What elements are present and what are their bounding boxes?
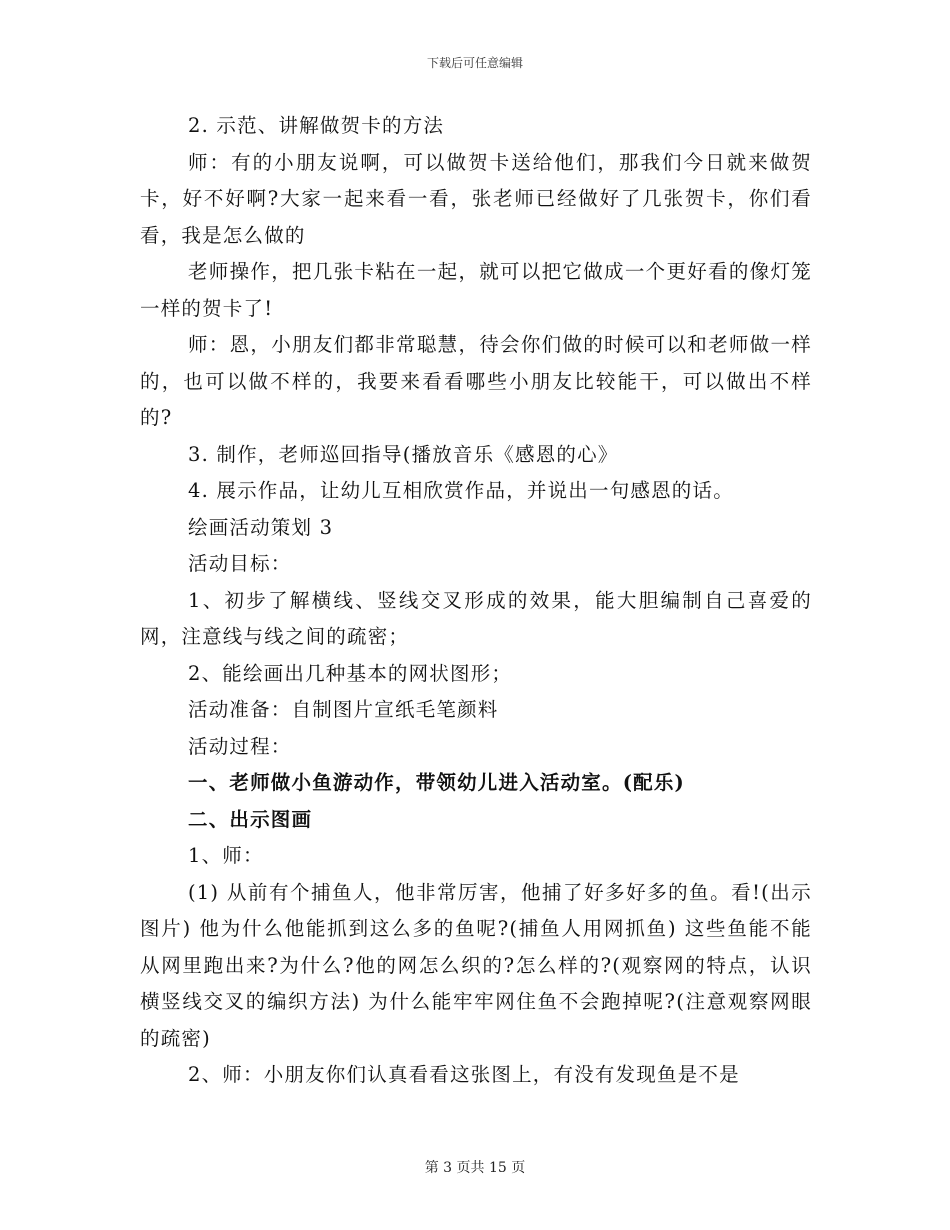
activity-preparation: 活动准备：自制图片宣纸毛笔颜料 [188,698,499,721]
paragraph-teacher-praise: 师：恩，小朋友们都非常聪慧，待会你们做的时候可以和老师做一样的，也可以做不样的，我要来看看哪些小朋友比较能干，可以做出不样的? [140,333,812,429]
paragraph-method-heading: 2. 示范、讲解做贺卡的方法 [188,114,445,137]
goal-item-1: 1、初步了解横线、竖线交叉形成的效果，能大胆编制自己喜爱的网，注意线与线之间的疏密； [140,588,812,648]
page-number: 第 3 页共 15 页 [424,1160,526,1176]
paragraph-teacher-operation: 老师操作，把几张卡粘在一起，就可以把它做成一个更好看的像灯笼一样的贺卡了! [140,260,812,320]
process-step-1: 一、老师做小鱼游动作，带领幼儿进入活动室。(配乐) [188,771,685,794]
label-activity-goals: 活动目标： [188,552,292,575]
process-step-2: 二、出示图画 [188,807,313,831]
paragraph-fisherman-story: (1) 从前有个捕鱼人，他非常厉害，他捕了好多好多的鱼。看!(出示图片) 他为什么他能抓到这么多的鱼呢?(捕鱼人用网抓鱼) 这些鱼能不能从网里跑出来?为什么?他的网怎么织的?怎么样的?(观察网的特点，认识横竖线交叉的编织方法) 为什么能牢牢网住鱼不会跑掉呢?(注意观察网眼的疏密) [140,880,812,1050]
paragraph-step-3: 3. 制作，老师巡回指导(播放音乐《感恩的心》 [188,442,619,466]
document-body [140,108,812,1094]
section-title-plan-3: 绘画活动策划 3 [188,515,334,539]
teacher-label-1: 1、师： [188,844,264,867]
paragraph-teacher-2: 2、师：小朋友你们认真看看这张图上，有没有发现鱼是不是 [188,1063,740,1086]
goal-item-2: 2、能绘画出几种基本的网状图形； [188,661,513,685]
header-note: 下载后可任意编辑 [426,56,523,70]
paragraph-step-4: 4. 展示作品，让幼儿互相欣赏作品，并说出一句感恩的话。 [188,479,734,502]
label-activity-process: 活动过程： [188,734,292,758]
paragraph-teacher-card-intro: 师：有的小朋友说啊，可以做贺卡送给他们，那我们今日就来做贺卡，好不好啊?大家一起来看一看，张老师已经做好了几张贺卡，你们看看，我是怎么做的 [140,150,812,247]
